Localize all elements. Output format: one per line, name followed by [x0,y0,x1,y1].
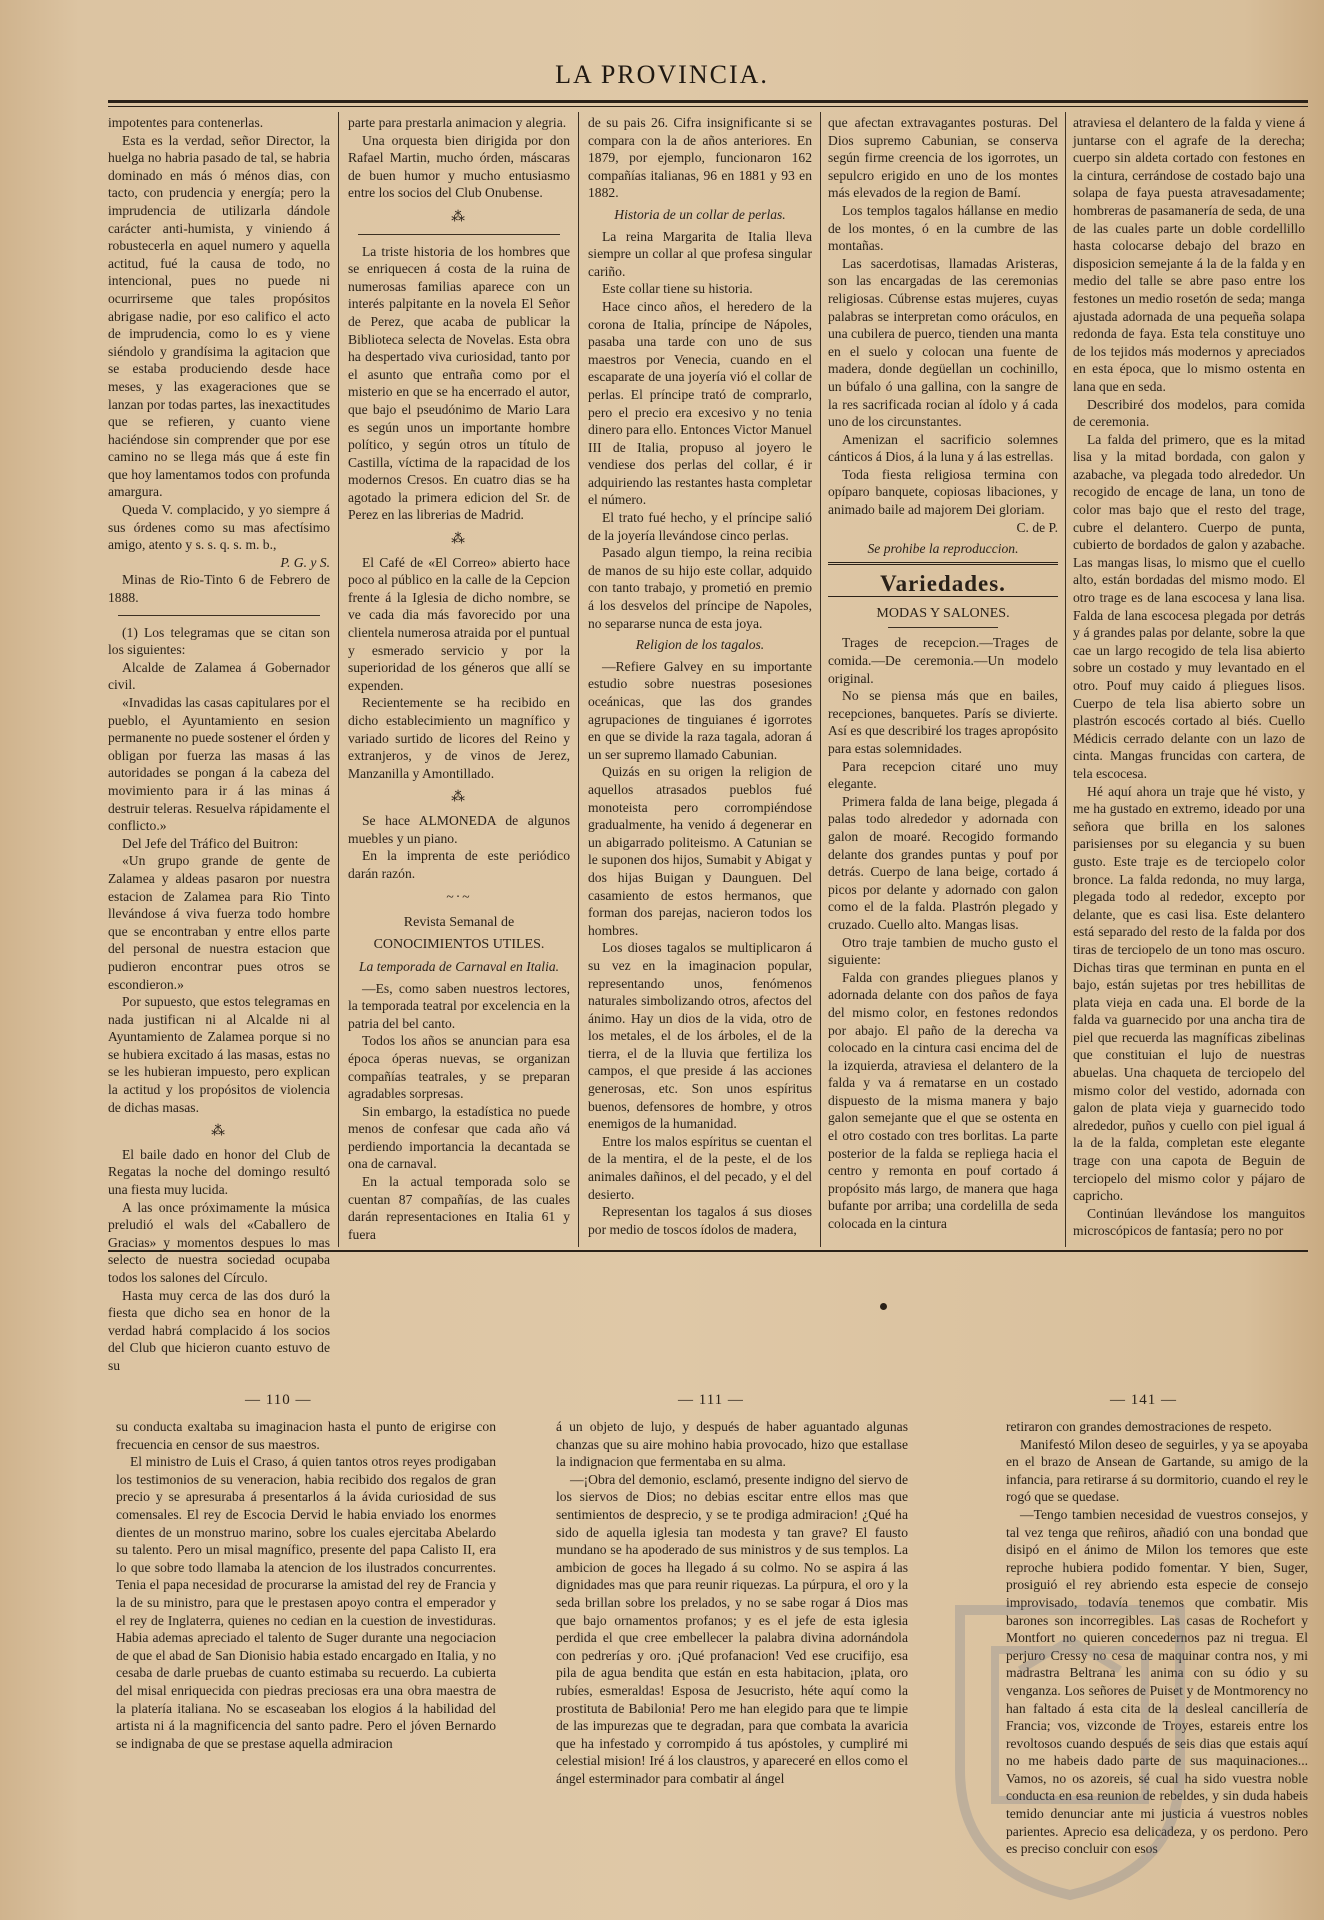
reproduction-notice: Se prohibe la reproduccion. [867,541,1019,557]
column-rule [578,112,579,1247]
asterism: ⁂ [451,531,467,547]
col4-paragraph: Los templos tagalos hállanse en medio de los montes, ó en la cumbre de las montañas. [828,202,1058,254]
col4-paragraph: Toda fiesta religiosa termina con opíparo banquete, copiosas libaciones, y animado baile ad majorem Dei gloriam. [828,466,1058,518]
col4-paragraph: Primera falda de lana beige, plegada á palas todo alrededor y adornada con galon de moaré. Recogido formando delante dos grandes puntas y pouf por detrás. Cuerpo de lana beige, cortado á picos por delante y adornado con galon como el de la falda. Plastrón plegado y cruzado. Cuello alto. Mangas lisas. [828,793,1058,932]
page-number: — 110 — [245,1392,312,1408]
col2-paragraph: Sin embargo, la estadística no puede menos de confesar que cada año vá perdiendo importancia la decantada se ona de carnaval. [348,1103,570,1172]
revista-title: Revista Semanal de [403,914,515,930]
footnote-intro: (1) Los telegramas que se citan son los siguientes: [108,624,330,658]
col2-paragraph: Se hace ALMONEDA de algunos muebles y un piano. [348,812,570,846]
column-2 [348,114,570,1249]
ornament: ~·~ [446,889,472,905]
column-5 [1073,114,1305,1249]
col3-paragraph: Quizás en su origen la religion de aquellos atrasados pueblos fué monoteista pero corrompiéndose gradualmente, ha venido á degenerar en un abigarrado politeismo. A Catunian se le suponen dos hijos, Sumabit y Abigat y dos hijas Buigan y Daunguen. Del casamiento de estos hermanos, que forman dos parejas, nacieron todos los hombres. [588,764,812,938]
divider [358,234,560,235]
col4-paragraph: Trages de recepcion.—Trages de comida.—De ceremonia.—Un modelo original. [828,635,1058,686]
col5-paragraph: atraviesa el delantero de la falda y viene á juntarse con el agrafe de la derecha; cuerpo sin aldeta cortado con festones en la cintura, cerrándose de costado bajo una solapa de faya puesta atravesadamente; hombreras de pasamanería de seda, de una de las cuales parte un doble cordellillo hasta colocarse debajo del brazo en disposicion semejante á la de la falda y en medio del talle se abre paso entre los festones un medio rosetón de seda; manga ajustada adornada de una pequeña solapa redonda de faya. Esta tela constituye uno de los tejidos más modernos y apreciados en esta época, que lo mismo ostenta en lana que en seda. [1073,115,1305,394]
col2-paragraph: En la imprenta de este periódico darán razón. [348,848,570,881]
footnote-text: «Un grupo grande de gente de Zalamea y aldeas pasaron por nuestra estacion de Zalamea para Rio Tinto llevándose á viva fuerza todo hombre que se encontraban y entre ellos parte del personal de nuestra estacion que pudieron encontrar pues otros se escondieron.» [108,853,330,992]
col4-paragraph: Amenizan el sacrificio solemnes cánticos á Dios, á la luna y á las estrellas. [828,431,1058,465]
col3-paragraph: Entre los malos espíritus se cuentan el de la mentira, el de la peste, el de los animales dañinos, el del pecado, y el del desierto. [588,1133,812,1202]
col2-paragraph: El Café de «El Correo» abierto hace poco al público en la calle de la Cepcion frente á la Iglesia de dicho nombre, se ve cada dia más favorecido por una clientela numerosa atraida por el puntual y esmerado servicio y por la superioridad de los géneros que allí se expenden. [348,554,570,693]
col3-paragraph: de su pais 26. Cifra insignificante si se compara con la de años anteriores. En 1879, por ejemplo, funcionaron 162 compañías italianas, 96 en 1881 y 93 en 1882. [588,115,812,201]
col5-paragraph: Hé aquí ahora un traje que hé visto, y me ha gustado en extremo, ideado por una señora que brilla en los salones parisienses por su elegancia y su buen gusto. Este traje es de terciopelo color bronce. La falda redonda, no muy larga, plegada todo al rededor, excepto por delante, que es casi lisa. Este delantero está separado del resto de la falda por dos tiras de terciopelo de un tono mas oscuro. Dichas tiras que terminan en punta en el bajo, están sujetas por tres hebillitas de plata vieja en cada una. El borde de la falda va guarnecido por una ancha tira de piel que recuerda las magníficas zibelinas que constituian el lujo de nuestras abuelas. Una chaqueta de terciopelo del mismo color del vestido, adornada con galon de plata vieja y guarnecido todo alrededor, puños y cuello con piel igual á la de la falda, completan este elegante trage con una capota de Beguin de terciopelo del mismo color y pájaro de capricho. [1073,783,1305,1204]
col1-paragraph: impotentes para contenerlas. [108,115,264,130]
col2-paragraph: La triste historia de los hombres que se enriquecen á costa de la ruina de numerosas familias aparece con un interés palpitante en la novela El Señor de Perez, que acaba de publicar la Biblioteca selecta de Novelas. Esta obra ha despertado viva curiosidad, tanto por el asunto que entraña como por el misterio en que se ha encerrado el autor, que bajo el pseudónimo de Mario Lara es según unos un importante hombre político, y según otros un título de Castilla, víctima de la rapacidad de los modernos Cresos. En cuatro dias se ha agotado la primera edicion del Sr. de Perez en las librerias de Madrid. [348,243,570,523]
folletin-paragraph: —¡Obra del demonio, esclamó, presente indigno del siervo de los siervos de Dios; no debias escitar entre ellos mas que sentimientos de desprecio, y se te prodiga admiracion! ¿Qué ha sido de aquella iglesia tan modesta y tan grave? El fausto mundano se ha apoderado de sus ministros y de sus templos. La ambicion de goces ha llegado á su colmo. No se aspira á las dignidades mas que para reunir riquezas. La púrpura, el oro y la seda brillan sobre los prelados, y no se sabe rogar á Dios mas que bajo ornamentos profanos; y es el jefe de esta iglesia perdida el que cree embellecer la palabra divina adornándola con pedrerías y oro. ¡Qué profanacion! Ved ese crucifijo, esa pila de agua bendita que están en esta habitacion, ¡plata, oro rubíes, esmeraldas! Esposa de Jesucristo, héte aquí como la prostituta de Babilonia! Pero me han elegido para que te limpie de las impurezas que te degradan, para que combata la avaricia que ha infestado y corrompido á tus apóstoles, y cumpliré mi celestial mision! Iré á los claustros, y apareceré en ellos como el ángel esterminador para combatir al ángel [556,1471,908,1786]
col2-paragraph: —Es, como saben nuestros lectores, la temporada teatral por excelencia en la patria del bel canto. [348,980,570,1031]
col5-paragraph: La falda del primero, que es la mitad lisa y la mitad bordada, con galon y azabache, va plegada todo alrededor. Un recogido de encage de lana, un tono de color mas bajo que el resto del trage, cubre el delantero. Cuerpo de punta, cubierto de bordados de galon y azabache. Las mangas lisas, lo mismo que el cuello alto, están bordadas del mismo modo. El otro trage es de lana escocesa y lana lisa. Falda de lana escocesa plegada por detrás y á grandes palas por delante, sobre la que cae un largo recogido de tela lisa abierto sobre un costado y muy levantado en el otro. Pouf muy caido á pliegues lisos. Cuerpo de tela lisa abierto sobre un plastrón escocés cortado al biés. Cuello Médicis cerrado delante con un lazo de cinta. Mangas fruncidas con cartera, de tela escocesa. [1073,431,1305,781]
col3-paragraph: El trato fué hecho, y el príncipe salió de la joyería llevándose cinco perlas. [588,510,812,543]
column-rule [820,112,821,1247]
col4-paragraph: No se piensa más que en bailes, recepciones, banquetes. París se divierte. Así es que describiré los trages apropósito para estas solemnidades. [828,688,1058,756]
col5-paragraph: Describiré dos modelos, para comida de ceremonia. [1073,396,1305,430]
col3-paragraph: Este collar tiene su historia. [602,281,753,297]
folletin-paragraph: —Tengo tambien necesidad de vuestros consejos, y tal vez tenga que reñiros, añadió con una bondad que disipó en el ánimo de Milon los temores que este reproche hubiera podido fomentar. Y bien, Suger, prosiguió el rey abriendo esta especie de consejo improvisado, todavía tenemos que combatir. Mis barones son incorregibles. Las casas de Rochefort y Montfort no quieren concedernos paz ni tregua. El perjuro Cressy no cesa de maquinar contra nos, y mi madrastra Beltrana les anima con su ódio y su venganza. Los señores de Puiset y de Montmorency no han faltado á esta cita de la desleal cancillería de Francia; vos, vizconde de Troyes, estareis entre los revoltosos cuando después de seis dias que estais aquí no me habeis dado parte de sus maquinaciones... Vamos, no os azoreis, sé cual ha sido vuestra noble conducta en esa reunion de rebeldes, y sin duda habeis temido denunciar ante mi justicia á vuestros nobles parientes. Aprecio esa delicadeza, y os perdono. Pero es preciso concluir con esos [1006,1506,1308,1857]
col4-paragraph: que afectan extravagantes posturas. Del Dios supremo Cabunian, se conserva según firme creencia de los igorrotes, un sepulcro erigido en uno de los montes más elevados de la region de Bamí. [828,115,1058,201]
column-1 [108,114,330,1373]
library-seal-watermark [940,1580,1200,1900]
col1-signature: P. G. y S. [280,554,330,570]
column-rule [1065,112,1066,1247]
col3-section-title: Religion de los tagalos. [635,637,765,653]
col1-paragraph: Esta es la verdad, señor Director, la huelga no habria pasado de tal, se habria dominado en más ó ménos dias, con tacto, con prudencia y energía; pero la imprudencia de utilizarla dándole carácter anti-humista, y viniendo á robustecerla en aquel numero y aquella actitud, fué la causa de todo, no intencional, pues no puede ni ocurrirseme que tales propósitos abrigase nadie, por eso califico el acto de imprudencia, como lo es y viene siéndolo y grandísima la agitacion que se estaba produciendo desde hace meses, y las exageraciones que se lanzan por todas partes, las inexactitudes que se refieren, y cuanto viene haciéndose sin comprender que por ese camino no se llega más que á este fin que hoy lamentamos todos con profunda amargura. [108,132,330,500]
bottom-rule [108,1250,1308,1252]
col2-paragraph: Recientemente se ha recibido en dicho establecimiento un magnífico y variado surtido de licores del Reino y extranjeros, y de vinos de Jerez, Manzanilla y Amontillado. [348,695,570,781]
col2-paragraph: Todos los años se anuncian para esa época óperas nuevas, se organizan compañías teatrales, y se preparan agradables sorpresas. [348,1033,570,1102]
col1-paragraph: Queda V. complacido, y yo siempre á sus órdenes como su mas afectísimo amigo, atento y s. s. q. s. m. b., [108,502,330,553]
folletin-column-left [116,1418,496,1908]
news-paragraph: Hasta muy cerca de las dos duró la fiesta que dicho sea en honor de la verdad habrá complacido á los socios del Club que hicieron cuanto estuvo de su [108,1287,330,1373]
divider [888,627,998,628]
folletin-paragraph: El ministro de Luis el Craso, á quien tantos otros reyes prodigaban los testimonios de su veneracion, habia recibido dos regalos de gran precio y se apresuraba á presentarlos á la ávida curiosidad de sus comensales. El rey de Escocia Dervid le habia enviado los enormes dientes de un monstruo marino, sobre los cuales ejercitaba Abelardo su talento. Pero un misal magnífico, presente del papa Calisto II, era lo que sobre todo llamaba la atencion de los ilustrados concurrentes. Tenia el papa necesidad de procurarse la amistad del rey de Francia y la de su ministro, para que le prestasen apoyo contra el emperador y el rey de Inglaterra, quienes no cedian en la cuestion de investiduras. Habia ademas apreciado el talento de Suger durante una negociacion de que el abad de San Dionisio habia estado encargado en Italia, y no cesaba de darle pruebas de cuanto estimaba su recuerdo. La cubierta del misal enriquecida con piedras preciosas era una obra maestra de la platería italiana. No se escaseaban los elogios á la habilidad del artista ni á la magnificencia del santo padre. Pero el jóven Bernardo se indignaba de que se prestase aquella admiracion [116,1454,496,1751]
footnote-heading: Alcalde de Zalamea á Gobernador civil. [108,659,330,693]
asterism: ⁂ [211,1123,227,1139]
folletin-paragraph: á un objeto de lujo, y después de haber aguantado algunas chanzas que su aire mohino habia provocado, hizo que estallase la indignacion que fermentaba en su alma. [556,1419,908,1470]
asterism: ⁂ [451,789,467,805]
asterism: ⁂ [451,208,467,224]
variedades-title: Variedades. [880,570,1006,596]
col3-paragraph: Los dioses tagalos se multiplicaron á su vez en la imaginacion popular, representando unos, fenómenos naturales simbolizando otros, afectos del ánimo. Hay un dios de la vida, otro de los metales, el de los árboles, el de la tierra, el de la lluvia que fertiliza los campos, el que preside á las acciones generosas, etc. Son unos espíritus buenos, defensores de hombre, y otros enemigos de la humanidad. [588,940,812,1132]
folletin-paragraph: retiraron con grandes demostraciones de respeto. [1006,1419,1272,1434]
footnote-text: Por supuesto, que estos telegramas en nada justifican ni al Alcalde ni al Ayuntamiento de Zalamea porque si no se hubiera excitado á las masas, estas no se les hubieran impuesto, pero explican la actitud y los propósitos de violencia de dichas masas. [108,994,330,1115]
col3-paragraph: Hace cinco años, el heredero de la corona de Italia, príncipe de Nápoles, pasaba una tarde con uno de sus maestros por Venecia, cuando en el escaparate de una joyería vió el collar de perlas. El príncipe trató de comprarlo, pero el precio era excesivo y no tenia dinero para ello. Entonces Victor Manuel III de Italia, propuso al joyero le vendiese dos perlas del collar, é ir adquiriendo las restantes hasta completar el número. [588,298,812,508]
folletin-paragraph: Manifestó Milon deseo de seguirles, y ya se apoyaba en el brazo de Ansean de Gartande, su amigo de la infancia, para retirarse á su dormitorio, cuando el rey le rogó que se quedase. [1006,1436,1308,1505]
col2-paragraph: Una orquesta bien dirigida por don Rafael Martin, mucho órden, máscaras de buen humor y mucho entusiasmo entre los socios del Club Onubense. [348,132,570,201]
col3-section-title: Historia de un collar de perlas. [614,206,786,222]
col3-paragraph: La reina Margarita de Italia lleva siempre un collar al que profesa singular cariño. [588,228,812,279]
page-number: — 141 — [1110,1392,1177,1408]
folletin-column-middle [556,1418,908,1908]
column-4 [828,114,1058,1249]
col5-paragraph: Continúan llevándose los manguitos microscópicos de fantasía; pero no por [1073,1205,1305,1239]
printing-spot [880,1303,887,1310]
news-paragraph: El baile dado en honor del Club de Regatas la noche del domingo resultó una fiesta muy lucida. [108,1146,330,1198]
column-3 [588,114,812,1249]
variedades-header [828,562,1058,598]
col4-paragraph: Para recepcion citaré uno muy elegante. [828,758,1058,792]
footnote-text: «Invadidas las casas capitulares por el pueblo, el Ayuntamiento en sesion permanente no puede sostener el órden y obligan por fuerza las masas á las autoridades se pongan á la cabeza del movimiento para ir á las minas á destruir teleras. Resuelva rápidamente el conflicto.» [108,695,330,834]
masthead-rule-thick [108,100,1308,103]
col4-paragraph: Las sacerdotisas, llamadas Aristeras, son las encargadas de las ceremonias religiosas. Cúbrense estas mujeres, cuyas palabras se interpretan como oráculos, en una cubilera de puerco, tienden una manta en el suelo y colocan una fuente de madera, donde degüellan un cochinillo, un búfalo ó una gallina, con la sangre de la res sacrificada rocian al ídolo y á cada uno de los circunstantes. [828,255,1058,430]
page-number: — 111 — [678,1392,744,1408]
masthead-rule-thin [108,106,1308,107]
divider [118,615,320,616]
col4-paragraph: Otro traje tambien de mucho gusto el siguiente: [828,934,1058,968]
masthead: LA PROVINCIA. [555,60,769,89]
col2-paragraph: parte para prestarla animacion y alegria. [348,115,567,130]
col2-paragraph: En la actual temporada solo se cuentan 87 compañías, de las cuales darán representaciones en Italia 61 y fuera [348,1174,570,1242]
col4-signature: C. de P. [1016,519,1058,535]
revista-section-title: La temporada de Carnaval en Italia. [358,958,560,974]
folletin-paragraph: su conducta exaltaba su imaginacion hasta el punto de erigirse con frecuencia en censor de sus maestros. [116,1419,496,1452]
column-rule [338,112,339,1247]
col1-dateline: Minas de Rio-Tinto 6 de Febrero de 1888. [108,572,330,606]
modas-title: MODAS Y SALONES. [876,606,1010,622]
col3-paragraph: Representan los tagalos á sus dioses por medio de toscos ídolos de madera, [588,1204,812,1237]
revista-subtitle: CONOCIMIENTOS UTILES. [373,936,545,952]
news-paragraph: A las once próximamente la música preludió el wals del «Caballero de Gracias» y momentos despues lo mas selecto de nuestra sociedad ocupaba todos los salones del Círculo. [108,1199,330,1285]
col3-paragraph: Pasado algun tiempo, la reina recibia de manos de su hijo este collar, adquido con tanto trabajo, y prometió en premio á los desvelos del príncipe de Napoles, no separarse nunca de esta joya. [588,545,812,631]
footnote-heading: Del Jefe del Tráfico del Buitron: [122,835,299,851]
col3-paragraph: —Refiere Galvey en su importante estudio sobre nuestras posesiones oceánicas, que las dos grandes agrupaciones de tinguianes é igorrotes en que se divide la raza tagala, adoran á un ser supremo llamado Cabunian. [588,658,812,762]
col4-paragraph: Falda con grandes pliegues planos y adornada delante con dos paños de faya del mismo color, en festones redondos por abajo. El paño de la derecha va colocado en la cintura casi encima del de la izquierda, atraviesa el delantero de la falda y va á rematarse en un costado dispuesto de la misma manera y bajo galon semejante que el que se ostenta en el otro costado con tres borlitas. La parte posterior de la falda se repliega hacia el centro y remonta en pouf cortado á propósito más largo, de manera que haga bufante por arriba; una cordelilla de seda colocada en la cintura [828,969,1058,1232]
